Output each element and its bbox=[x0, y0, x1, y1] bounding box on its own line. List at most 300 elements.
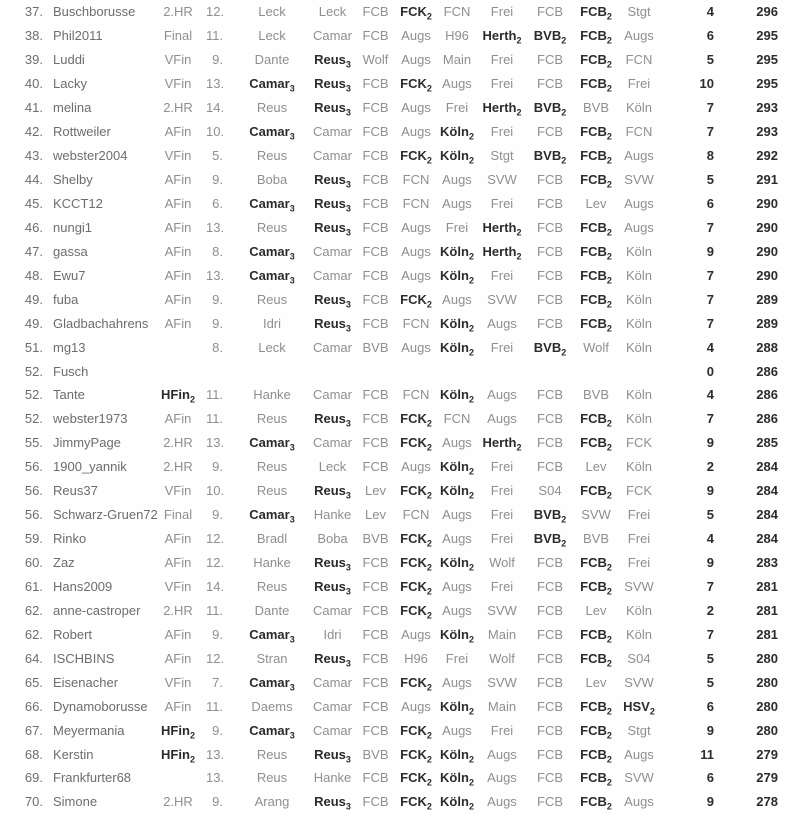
club-cell: Frei bbox=[490, 459, 514, 475]
club-cell: $BVB_2$ bbox=[533, 531, 567, 549]
player-cell: Hanke bbox=[253, 555, 291, 571]
club-cell: Wolf bbox=[362, 52, 389, 68]
username-cell: webster1973 bbox=[53, 411, 128, 427]
club-cell: Augs bbox=[442, 172, 472, 188]
player-cell: Leck bbox=[258, 28, 286, 44]
username-cell: nungi1 bbox=[53, 219, 93, 235]
round-cell: 2.HR bbox=[163, 459, 193, 475]
club-cell: SVW bbox=[624, 578, 654, 594]
club-cell: FCB bbox=[362, 195, 389, 211]
player-cell: Reus bbox=[256, 411, 288, 427]
club-cell: Frei bbox=[490, 483, 514, 499]
club-cell: FCB bbox=[537, 722, 563, 738]
club-cell: $FCK_2$ bbox=[400, 411, 432, 429]
rank-cell: 66. bbox=[24, 698, 43, 714]
round-cell: AFin bbox=[164, 411, 192, 427]
table-row bbox=[0, 670, 800, 694]
club-cell: Main bbox=[487, 626, 517, 642]
rank-cell: 38. bbox=[24, 28, 43, 44]
total-cell: 278 bbox=[756, 794, 778, 810]
club-cell: Köln$_2$ bbox=[440, 387, 474, 406]
player-cell: Reus$_3$ bbox=[314, 794, 351, 812]
club-cell: Augs bbox=[442, 507, 472, 523]
round-cell: VFin bbox=[164, 674, 192, 690]
player-cell: Camar$_3$ bbox=[249, 435, 295, 453]
points-cell: 7 bbox=[706, 626, 714, 642]
total-cell: 283 bbox=[756, 555, 778, 571]
club-cell: $FCK_2$ bbox=[400, 794, 432, 812]
table-row bbox=[0, 48, 800, 72]
round-cell: AFin bbox=[164, 267, 192, 283]
club-cell: FCB bbox=[537, 387, 563, 403]
table-row bbox=[0, 503, 800, 527]
username-cell: Schwarz-Gruen72 bbox=[53, 507, 158, 523]
rank-cell: 60. bbox=[24, 555, 43, 571]
club-cell: Augs bbox=[442, 578, 472, 594]
round-cell: Final bbox=[163, 507, 193, 523]
club-cell: $FCK_2$ bbox=[400, 602, 432, 621]
club-cell: FCB bbox=[537, 4, 563, 20]
club-cell: Augs bbox=[487, 746, 517, 762]
rank-cell: 68. bbox=[24, 746, 43, 762]
username-cell: Fusch bbox=[53, 363, 89, 379]
round-cell: HFin$_2$ bbox=[161, 746, 195, 765]
round-cell: AFin bbox=[164, 243, 192, 259]
table-row bbox=[0, 168, 800, 192]
player-cell: Hanke bbox=[313, 770, 352, 786]
club-cell: Köln$_2$ bbox=[440, 698, 474, 717]
club-cell: FCB bbox=[362, 602, 389, 618]
table-row bbox=[0, 215, 800, 239]
round-cell: 2.HR bbox=[163, 100, 193, 116]
round-cell: HFin$_2$ bbox=[161, 387, 195, 406]
round-cell: AFin bbox=[164, 531, 192, 547]
username-cell: KCCT12 bbox=[53, 195, 103, 211]
username-cell: Zaz bbox=[53, 555, 75, 571]
club-cell: Lev bbox=[365, 507, 386, 523]
table-row bbox=[0, 598, 800, 622]
club-cell: FCB bbox=[537, 219, 563, 235]
club-cell: Augs bbox=[624, 219, 654, 235]
matchday-cell: 9. bbox=[212, 52, 223, 68]
player-cell: Reus$_3$ bbox=[314, 195, 351, 214]
club-cell: FCB bbox=[362, 626, 389, 642]
round-cell: 2.HR bbox=[163, 794, 193, 810]
club-cell: FCB bbox=[362, 555, 389, 571]
rank-cell: 46. bbox=[24, 219, 43, 235]
username-cell: Phil2011 bbox=[53, 28, 103, 44]
player-cell: Camar bbox=[312, 602, 352, 618]
round-cell: VFin bbox=[164, 76, 192, 92]
player-cell: Reus$_3$ bbox=[314, 483, 351, 501]
club-cell: Augs bbox=[624, 148, 654, 164]
matchday-cell: 11. bbox=[206, 602, 224, 618]
total-cell: 280 bbox=[756, 722, 778, 738]
player-cell: Camar$_3$ bbox=[249, 267, 295, 286]
total-cell: 280 bbox=[756, 650, 778, 666]
club-cell: Frei bbox=[490, 4, 514, 20]
table-row bbox=[0, 287, 800, 311]
club-cell: Wolf bbox=[489, 650, 515, 666]
points-cell: 7 bbox=[706, 411, 714, 427]
club-cell: Augs bbox=[401, 626, 431, 642]
total-cell: 292 bbox=[756, 148, 778, 164]
club-cell: S04 bbox=[538, 483, 562, 499]
club-cell: $FCB_2$ bbox=[580, 555, 612, 573]
club-cell: $FCK_2$ bbox=[400, 76, 432, 94]
round-cell: 2.HR bbox=[163, 602, 193, 618]
points-cell: 9 bbox=[706, 722, 714, 738]
table-row bbox=[0, 790, 800, 814]
club-cell: Frei bbox=[627, 507, 651, 523]
table-row bbox=[0, 646, 800, 670]
points-cell: 5 bbox=[706, 52, 714, 68]
points-cell: 4 bbox=[706, 531, 714, 547]
player-cell: Camar$_3$ bbox=[249, 195, 295, 214]
points-cell: 7 bbox=[706, 100, 714, 116]
club-cell: Augs bbox=[487, 411, 517, 427]
player-cell: Camar bbox=[312, 698, 352, 714]
club-cell: FCB bbox=[362, 770, 389, 786]
table-row bbox=[0, 359, 800, 383]
club-cell: FCB bbox=[362, 100, 389, 116]
club-cell: H96 bbox=[404, 650, 428, 666]
club-cell: FCB bbox=[362, 172, 389, 188]
club-cell: $FCK_2$ bbox=[400, 435, 432, 453]
matchday-cell: 14. bbox=[206, 100, 225, 116]
total-cell: 281 bbox=[756, 602, 778, 618]
rank-cell: 52. bbox=[24, 387, 43, 403]
player-cell: Hanke bbox=[253, 387, 291, 403]
club-cell: Wolf bbox=[583, 339, 609, 355]
total-cell: 284 bbox=[756, 483, 778, 499]
points-cell: 5 bbox=[706, 650, 714, 666]
round-cell: HFin$_2$ bbox=[161, 722, 195, 741]
club-cell: $BVB_2$ bbox=[533, 148, 567, 166]
club-cell: FCB bbox=[537, 578, 563, 594]
club-cell: Köln bbox=[625, 315, 653, 331]
player-cell: Camar bbox=[312, 339, 352, 355]
club-cell: FCB bbox=[537, 195, 563, 211]
rank-cell: 55. bbox=[24, 435, 43, 451]
club-cell: $FCB_2$ bbox=[580, 483, 612, 501]
club-cell: $FCB_2$ bbox=[580, 698, 612, 717]
table-row bbox=[0, 527, 800, 551]
points-cell: 4 bbox=[706, 339, 714, 355]
table-row bbox=[0, 263, 800, 287]
club-cell: SVW bbox=[487, 602, 517, 618]
total-cell: 279 bbox=[756, 770, 778, 786]
club-cell: FCB bbox=[362, 459, 389, 475]
club-cell: $FCB_2$ bbox=[580, 411, 612, 429]
club-cell: Augs bbox=[401, 339, 431, 355]
player-cell: Dante bbox=[254, 52, 290, 68]
club-cell: Köln bbox=[625, 602, 653, 618]
total-cell: 291 bbox=[756, 172, 778, 188]
total-cell: 293 bbox=[756, 124, 778, 140]
club-cell: SVW bbox=[624, 770, 654, 786]
club-cell: FCB bbox=[537, 315, 563, 331]
player-cell: Camar$_3$ bbox=[249, 243, 295, 262]
club-cell: FCN bbox=[402, 387, 430, 403]
rank-cell: 39. bbox=[24, 52, 43, 68]
club-cell: $FCK_2$ bbox=[400, 483, 432, 501]
club-cell: FCB bbox=[537, 172, 563, 188]
player-cell: Leck bbox=[318, 4, 347, 20]
club-cell: SVW bbox=[487, 172, 517, 188]
matchday-cell: 8. bbox=[212, 243, 223, 259]
club-cell: $FCB_2$ bbox=[580, 52, 612, 70]
table-row bbox=[0, 551, 800, 575]
club-cell: H96 bbox=[445, 28, 469, 44]
club-cell: Köln bbox=[625, 100, 653, 116]
club-cell: $FCB_2$ bbox=[580, 650, 612, 669]
club-cell: FCN bbox=[402, 315, 430, 331]
club-cell: BVB bbox=[362, 339, 389, 355]
club-cell: Frei bbox=[490, 339, 514, 355]
round-cell: VFin bbox=[164, 148, 192, 164]
club-cell: FCB bbox=[362, 76, 389, 92]
points-cell: 7 bbox=[706, 267, 714, 283]
total-cell: 284 bbox=[756, 459, 778, 475]
matchday-cell: 9. bbox=[212, 459, 223, 475]
club-cell: FCB bbox=[362, 291, 389, 307]
round-cell: VFin bbox=[164, 52, 192, 68]
points-cell: 5 bbox=[706, 172, 714, 188]
club-cell: Köln bbox=[625, 626, 653, 642]
rank-cell: 67. bbox=[24, 722, 43, 738]
player-cell: Camar bbox=[312, 148, 352, 164]
rank-cell: 70. bbox=[24, 794, 43, 810]
club-cell: Köln$_2$ bbox=[440, 483, 474, 501]
username-cell: webster2004 bbox=[53, 148, 128, 164]
rank-cell: 52. bbox=[24, 411, 43, 427]
matchday-cell: 5. bbox=[212, 148, 223, 164]
club-cell: Frei bbox=[627, 555, 651, 571]
club-cell: $FCK_2$ bbox=[400, 770, 432, 789]
club-cell: Frei bbox=[445, 100, 469, 116]
points-cell: 9 bbox=[706, 435, 714, 451]
username-cell: Rottweiler bbox=[53, 124, 111, 140]
rank-cell: 49. bbox=[24, 315, 43, 331]
club-cell: SVW bbox=[624, 172, 654, 188]
player-cell: Camar bbox=[312, 243, 352, 259]
total-cell: 280 bbox=[756, 698, 778, 714]
club-cell: FCB bbox=[362, 722, 389, 738]
points-cell: 7 bbox=[706, 124, 714, 140]
player-cell: Camar bbox=[312, 124, 352, 140]
club-cell: Augs bbox=[401, 28, 431, 44]
club-cell: FCB bbox=[537, 794, 563, 810]
username-cell: Reus37 bbox=[53, 483, 98, 499]
player-cell: Camar$_3$ bbox=[249, 76, 295, 94]
points-cell: 7 bbox=[706, 315, 714, 331]
matchday-cell: 11. bbox=[206, 698, 224, 714]
points-cell: 6 bbox=[706, 28, 714, 44]
player-cell: Reus bbox=[256, 148, 288, 164]
club-cell: $FCK_2$ bbox=[400, 291, 432, 310]
username-cell: gassa bbox=[53, 243, 88, 259]
total-cell: 295 bbox=[756, 28, 778, 44]
club-cell: $FCK_2$ bbox=[400, 4, 432, 23]
club-cell: Köln bbox=[625, 411, 653, 427]
username-cell: Simone bbox=[53, 794, 98, 810]
username-cell: Kerstin bbox=[53, 746, 94, 762]
player-cell: Reus bbox=[256, 746, 288, 762]
username-cell: Lacky bbox=[53, 76, 87, 92]
club-cell: FCB bbox=[537, 555, 563, 571]
club-cell: $FCB_2$ bbox=[580, 291, 612, 310]
points-cell: 10 bbox=[699, 76, 714, 92]
club-cell: S04 bbox=[627, 650, 651, 666]
rank-cell: 45. bbox=[24, 195, 43, 211]
total-cell: 296 bbox=[756, 4, 778, 20]
club-cell: SVW bbox=[487, 291, 517, 307]
club-cell: SVW bbox=[624, 674, 654, 690]
club-cell: $BVB_2$ bbox=[533, 507, 567, 525]
club-cell: Herth$_2$ bbox=[482, 435, 522, 453]
club-cell: Stgt bbox=[490, 148, 514, 164]
club-cell: Augs bbox=[442, 435, 472, 451]
round-cell: AFin bbox=[164, 650, 192, 666]
club-cell: Augs bbox=[442, 76, 472, 92]
table-row bbox=[0, 575, 800, 599]
player-cell: Reus$_3$ bbox=[314, 172, 351, 190]
matchday-cell: 7. bbox=[212, 674, 223, 690]
username-cell: Meyermania bbox=[53, 722, 125, 738]
player-cell: Reus bbox=[256, 459, 288, 475]
rank-cell: 61. bbox=[24, 578, 43, 594]
rank-cell: 69. bbox=[24, 770, 43, 786]
matchday-cell: 9. bbox=[212, 315, 223, 331]
club-cell: BVB bbox=[582, 387, 609, 403]
club-cell: Augs bbox=[401, 459, 431, 475]
club-cell: FCB bbox=[537, 435, 563, 451]
club-cell: FCB bbox=[537, 674, 563, 690]
club-cell: Frei bbox=[490, 531, 514, 547]
club-cell: FCB bbox=[362, 148, 389, 164]
player-cell: Camar bbox=[312, 722, 352, 738]
player-cell: Reus$_3$ bbox=[314, 578, 351, 597]
club-cell: BVB bbox=[582, 100, 609, 116]
club-cell: Lev bbox=[585, 602, 607, 618]
player-cell: Camar bbox=[312, 28, 352, 44]
club-cell: Frei bbox=[490, 267, 514, 283]
rank-cell: 62. bbox=[24, 602, 43, 618]
matchday-cell: 12. bbox=[206, 4, 225, 20]
points-cell: 7 bbox=[706, 291, 714, 307]
points-cell: 9 bbox=[706, 483, 714, 499]
total-cell: 295 bbox=[756, 52, 778, 68]
club-cell: Frei bbox=[490, 195, 514, 211]
player-cell: Hanke bbox=[313, 507, 352, 523]
club-cell: $BVB_2$ bbox=[533, 100, 567, 118]
username-cell: 1900_yannik bbox=[53, 459, 127, 475]
club-cell: Lev bbox=[365, 483, 386, 499]
points-cell: 9 bbox=[706, 243, 714, 259]
club-cell: $FCB_2$ bbox=[580, 267, 612, 286]
club-cell: FCN bbox=[443, 4, 471, 20]
matchday-cell: 8. bbox=[212, 339, 223, 355]
club-cell: Frei bbox=[490, 722, 514, 738]
total-cell: 290 bbox=[756, 195, 778, 211]
club-cell: $FCK_2$ bbox=[400, 148, 432, 166]
player-cell: Camar$_3$ bbox=[249, 507, 295, 525]
total-cell: 285 bbox=[756, 435, 778, 451]
round-cell: 2.HR bbox=[163, 4, 193, 20]
total-cell: 281 bbox=[756, 578, 778, 594]
table-row bbox=[0, 766, 800, 790]
club-cell: FCB bbox=[537, 267, 563, 283]
rank-cell: 44. bbox=[24, 172, 43, 188]
club-cell: Frei bbox=[490, 76, 514, 92]
club-cell: FCB bbox=[537, 650, 563, 666]
points-cell: 5 bbox=[706, 674, 714, 690]
club-cell: $FCB_2$ bbox=[580, 770, 612, 789]
player-cell: Leck bbox=[258, 339, 286, 355]
total-cell: 295 bbox=[756, 76, 778, 92]
club-cell: Frei bbox=[490, 124, 514, 140]
club-cell: FCB bbox=[362, 219, 389, 235]
matchday-cell: 13. bbox=[206, 76, 225, 92]
username-cell: Buschborusse bbox=[53, 4, 136, 20]
matchday-cell: 11. bbox=[206, 411, 224, 427]
rank-cell: 48. bbox=[24, 267, 43, 283]
club-cell: Frei bbox=[490, 507, 514, 523]
round-cell: VFin bbox=[164, 578, 192, 594]
table-row bbox=[0, 239, 800, 263]
club-cell: FCB bbox=[362, 243, 389, 259]
club-cell: Herth$_2$ bbox=[482, 219, 522, 238]
club-cell: Wolf bbox=[489, 555, 515, 571]
player-cell: Boba bbox=[256, 172, 288, 188]
table-row bbox=[0, 335, 800, 359]
club-cell: Köln$_2$ bbox=[440, 243, 474, 262]
club-cell: FCB bbox=[362, 674, 389, 690]
club-cell: $FCK_2$ bbox=[400, 746, 432, 765]
rank-cell: 40. bbox=[24, 76, 43, 92]
club-cell: FCB bbox=[362, 28, 389, 44]
round-cell: AFin bbox=[164, 626, 192, 642]
rank-cell: 47. bbox=[24, 243, 43, 259]
club-cell: Augs bbox=[487, 770, 517, 786]
club-cell: Augs bbox=[401, 243, 431, 259]
player-cell: Reus$_3$ bbox=[314, 52, 351, 70]
username-cell: ISCHBINS bbox=[53, 650, 115, 666]
club-cell: Köln$_2$ bbox=[440, 626, 474, 645]
username-cell: fuba bbox=[53, 291, 79, 307]
points-cell: 6 bbox=[706, 698, 714, 714]
player-cell: Leck bbox=[258, 4, 286, 20]
club-cell: Köln$_2$ bbox=[440, 124, 474, 142]
club-cell: FCB bbox=[362, 124, 389, 140]
club-cell: $FCB_2$ bbox=[580, 626, 612, 645]
club-cell: FCB bbox=[362, 578, 389, 594]
table-row bbox=[0, 192, 800, 216]
club-cell: Köln bbox=[625, 267, 653, 283]
player-cell: Reus$_3$ bbox=[314, 100, 351, 118]
table-row bbox=[0, 742, 800, 766]
total-cell: 288 bbox=[756, 339, 778, 355]
club-cell: FCB bbox=[537, 698, 563, 714]
club-cell: Köln$_2$ bbox=[440, 267, 474, 286]
username-cell: Eisenacher bbox=[53, 674, 119, 690]
rank-cell: 62. bbox=[24, 626, 43, 642]
table-row bbox=[0, 120, 800, 144]
table-row bbox=[0, 455, 800, 479]
club-cell: Augs bbox=[442, 602, 472, 618]
total-cell: 290 bbox=[756, 243, 778, 259]
